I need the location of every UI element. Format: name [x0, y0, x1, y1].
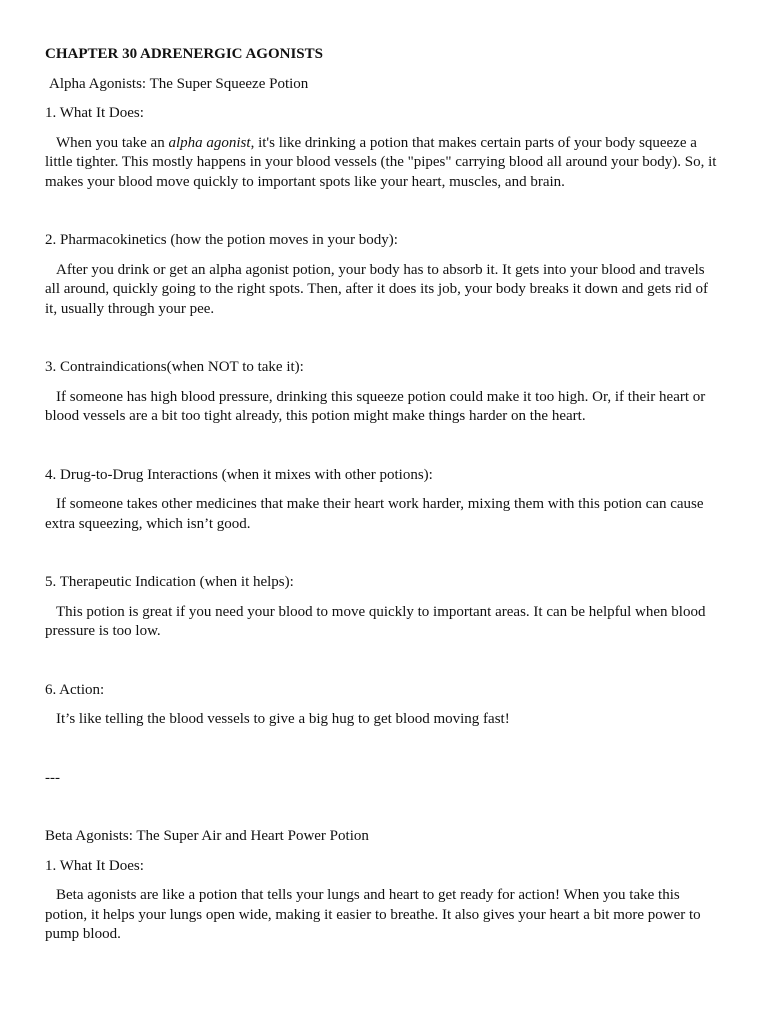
alpha-interactions-heading: 4. Drug-to-Drug Interactions (when it mixes with other potions): [45, 466, 433, 483]
alpha-pharmacokinetics-paragraph: After you drink or get an alpha agonist potion, your body has to absorb it. It gets into your blood and travels all around, quickly going to the right spots. Then, after it does its job, your body breaks it down and gets rid of it, usually through your pee. [45, 261, 708, 317]
section-separator: --- [45, 769, 60, 786]
alpha-pharmacokinetics-heading: 2. Pharmacokinetics (how the potion moves in your body): [45, 232, 398, 248]
alpha-action-heading: 6. Action: [45, 681, 105, 698]
alpha-contraindications-paragraph: If someone has high blood pressure, drinking this squeeze potion could make it too high. Or, if their heart or blood vessels are a bit too tight already, this potion might make things harder on the heart. [45, 388, 706, 424]
alpha-what-it-does-text-start: When you take an [56, 134, 169, 151]
alpha-interactions-paragraph: If someone takes other medicines that make their heart work harder, mixing them with this potion can cause extra squeezing, which isn’t good. [45, 496, 704, 532]
chapter-title: CHAPTER 30 ADRENERGIC AGONISTS [45, 46, 323, 62]
alpha-what-it-does-paragraph [45, 134, 723, 193]
alpha-agonist-term: alpha agonist [168, 134, 251, 151]
alpha-contraindications-heading: 3. Contraindications(when NOT to take it): [45, 359, 304, 375]
beta-what-it-does-heading: 1. What It Does: [45, 857, 144, 874]
alpha-therapeutic-indication-heading: 5. Therapeutic Indication (when it helps): [45, 574, 294, 590]
alpha-therapeutic-indication-paragraph: This potion is great if you need your blood to move quickly to important areas. It can be helpful when blood pressure is too low. [45, 603, 706, 639]
alpha-action-paragraph: It’s like telling the blood vessels to give a big hug to get blood moving fast! [56, 711, 510, 727]
alpha-what-it-does-heading: 1. What It Does: [45, 105, 144, 121]
beta-what-it-does-paragraph: Beta agonists are like a potion that tells your lungs and heart to get ready for action! When you take this potion, it helps your lungs open wide, making it easier to breathe. It also gives your heart a bit more power to pump blood. [45, 887, 701, 942]
beta-section-title: Beta Agonists: The Super Air and Heart Power Potion [45, 828, 369, 844]
alpha-what-it-does-text-end: , it's like drinking a potion that makes certain parts of your body squeeze a little tighter. This mostly happens in your blood vessels (the "pipes" carrying blood all around your body). So, it makes your blood move quickly to important spots like your heart, muscles, and brain. [45, 134, 717, 190]
alpha-section-title: Alpha Agonists: The Super Squeeze Potion [49, 75, 309, 92]
